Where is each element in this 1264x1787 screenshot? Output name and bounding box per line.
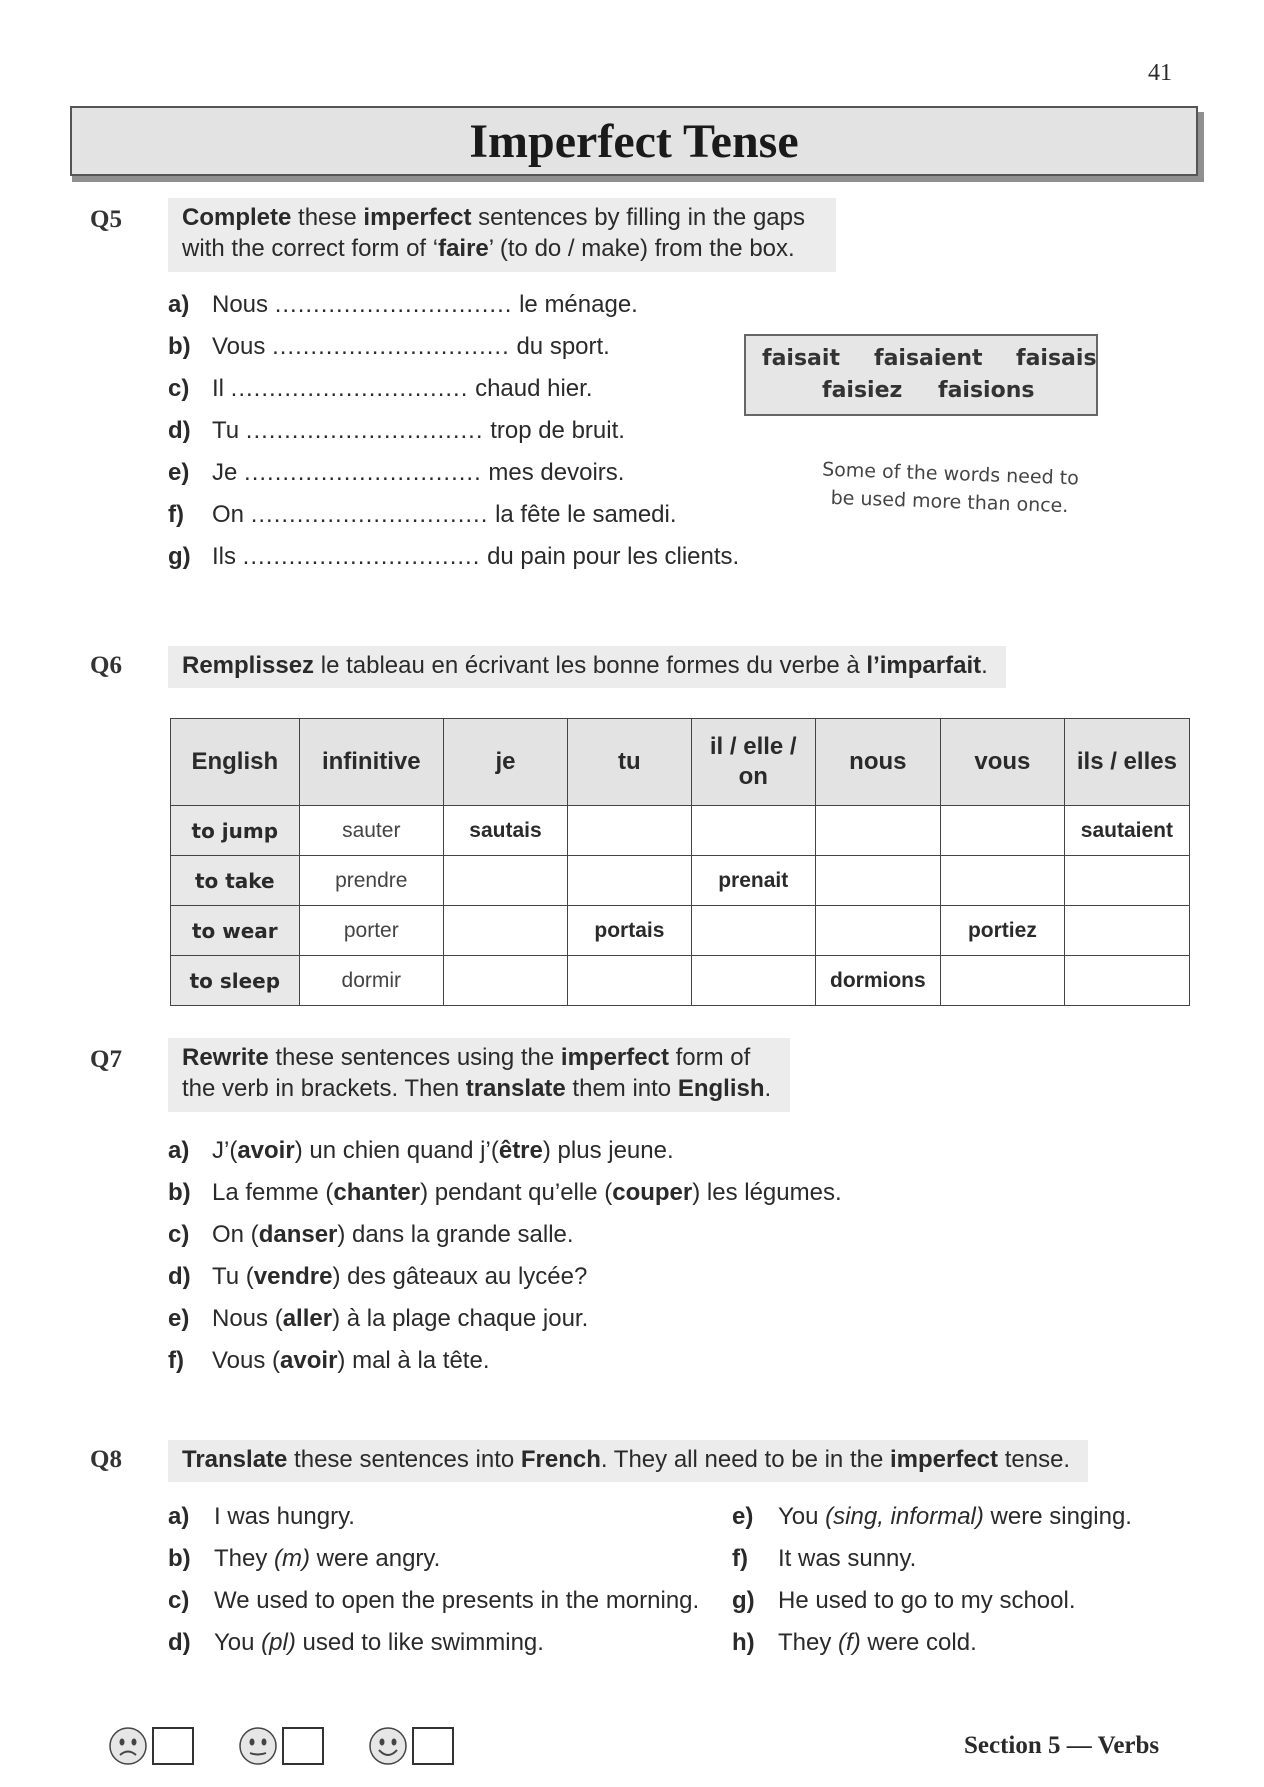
item-letter: c) (168, 1587, 190, 1614)
item-text: ) les légumes. (692, 1179, 842, 1206)
item-text: chanter (333, 1179, 421, 1206)
conjugation-cell[interactable] (941, 956, 1065, 1006)
item-letter: e) (168, 459, 190, 486)
item-text: (pl) (261, 1629, 296, 1656)
gap-fill-item (168, 542, 739, 584)
item-letter: f) (168, 1347, 184, 1374)
item-letter: g) (732, 1587, 755, 1614)
item-text: were singing. (983, 1503, 1132, 1530)
translate-item (168, 1628, 699, 1670)
word-box (744, 334, 1098, 416)
conjugation-cell[interactable] (1064, 906, 1189, 956)
gap-fill-item (168, 500, 739, 542)
item-text: used to like swimming. (295, 1629, 544, 1656)
rewrite-item (168, 1220, 842, 1262)
q5-instruction (168, 198, 836, 272)
q8-instruction (168, 1440, 1088, 1482)
q7-instruction (168, 1038, 790, 1112)
word-option: faisais (1016, 346, 1097, 371)
instruction-text: these (291, 204, 364, 231)
instruction-text: . They all need to be in the (600, 1446, 890, 1473)
word-option: faisions (938, 378, 1035, 403)
item-rest: chaud hier. (475, 375, 593, 402)
table-header-cell: ils / elles (1064, 719, 1189, 806)
item-rest: le ménage. (519, 291, 638, 318)
table-header-cell: tu (567, 719, 691, 806)
gap-fill-item (168, 290, 739, 332)
instruction-text: imperfect (363, 204, 472, 231)
instruction-text: tense. (998, 1446, 1071, 1473)
q8-right-items (732, 1502, 1132, 1670)
item-text: aller (282, 1305, 333, 1332)
gap-fill-item (168, 458, 739, 500)
checkbox-neutral[interactable] (282, 1727, 324, 1765)
table-row (171, 956, 1190, 1006)
item-rest: trop de bruit. (490, 417, 625, 444)
instruction-text: translate (465, 1075, 566, 1102)
item-text: ) dans la grande salle. (337, 1221, 574, 1248)
word-option: faisiez (822, 378, 903, 403)
table-row (171, 806, 1190, 856)
gap-fill-item (168, 332, 739, 374)
english-cell: to jump (171, 806, 300, 856)
instruction-text: Remplissez (182, 652, 315, 679)
item-text: La femme ( (212, 1179, 334, 1206)
instruction-text: . (981, 652, 988, 679)
instruction-text: . (764, 1075, 772, 1102)
item-text: ) des gâteaux au lycée? (332, 1263, 588, 1290)
conjugation-cell[interactable] (443, 906, 567, 956)
conjugation-cell: dormions (815, 956, 940, 1006)
rewrite-item (168, 1136, 842, 1178)
table-row (171, 856, 1190, 906)
item-text: were cold. (860, 1629, 977, 1656)
instruction-text: these sentences using the (268, 1044, 561, 1071)
item-letter: f) (732, 1545, 748, 1572)
item-letter: e) (732, 1503, 754, 1530)
conjugation-cell[interactable] (815, 906, 940, 956)
item-subject: Ils (212, 543, 236, 570)
infinitive-cell: porter (299, 906, 443, 956)
item-letter: e) (168, 1305, 190, 1332)
item-text: (f) (838, 1629, 861, 1656)
hint-note (819, 455, 1081, 520)
item-letter: a) (168, 1137, 190, 1164)
gap-fill-item (168, 416, 739, 458)
checkbox-sad[interactable] (152, 1727, 194, 1765)
instruction-text: le tableau en écrivant les bonne formes du verbe à (314, 652, 867, 679)
translate-item (732, 1502, 1132, 1544)
infinitive-cell: prendre (299, 856, 443, 906)
item-text: It was sunny. (778, 1545, 917, 1572)
word-option: faisaient (874, 346, 983, 371)
item-subject: Vous (212, 333, 266, 360)
item-rest: mes devoirs. (488, 459, 625, 486)
infinitive-cell: dormir (299, 956, 443, 1006)
item-text: I was hungry. (214, 1503, 355, 1530)
conjugation-cell[interactable] (691, 906, 815, 956)
gap-fill-item (168, 374, 739, 416)
conjugation-cell[interactable] (443, 856, 567, 906)
item-text: ) mal à la tête. (337, 1347, 490, 1374)
item-text: They (214, 1545, 275, 1572)
item-text: Vous ( (212, 1347, 281, 1374)
item-text: ) pendant qu’elle ( (420, 1179, 613, 1206)
instruction-text: ’ (to do / make) from the box. (488, 235, 795, 262)
conjugation-cell[interactable] (567, 806, 691, 856)
item-letter: f) (168, 501, 184, 528)
q7-label: Q7 (90, 1046, 122, 1073)
hint-line: Some of the words need to (821, 458, 1080, 490)
conjugation-cell[interactable] (443, 956, 567, 1006)
item-rest: du sport. (516, 333, 610, 360)
q5-items (168, 290, 739, 584)
answer-blank[interactable]: ............................... (230, 375, 469, 402)
instruction-text: Complete (182, 204, 292, 231)
q7-items (168, 1136, 842, 1388)
item-letter: g) (168, 543, 191, 570)
table-header-cell: vous (941, 719, 1065, 806)
table-row (171, 906, 1190, 956)
item-text: They (778, 1629, 839, 1656)
item-text: être (498, 1137, 543, 1164)
translate-item (168, 1544, 699, 1586)
translate-item (732, 1544, 1132, 1586)
english-cell: to sleep (171, 956, 300, 1006)
conjugation-cell: prenait (691, 856, 815, 906)
page-title: Imperfect Tense (469, 114, 799, 168)
conjugation-cell: sautaient (1064, 806, 1189, 856)
instruction-text: the verb in brackets. Then (182, 1075, 466, 1102)
item-text: avoir (237, 1137, 295, 1164)
rewrite-item (168, 1304, 842, 1346)
item-subject: On (212, 501, 245, 528)
item-text: We used to open the presents in the morning. (214, 1587, 700, 1614)
translate-item (168, 1502, 699, 1544)
answer-blank[interactable]: ............................... (242, 543, 481, 570)
item-text: avoir (280, 1347, 338, 1374)
title-banner (70, 106, 1198, 176)
item-letter: c) (168, 375, 190, 402)
conjugation-cell[interactable] (1064, 856, 1189, 906)
item-subject: Je (212, 459, 238, 486)
item-text: vendre (253, 1263, 333, 1290)
conjugation-table (170, 718, 1190, 1006)
item-rest: la fête le samedi. (495, 501, 677, 528)
instruction-text: Rewrite (182, 1044, 269, 1071)
rewrite-item (168, 1178, 842, 1220)
item-letter: b) (168, 1179, 191, 1206)
answer-blank[interactable]: ............................... (274, 291, 513, 318)
item-letter: a) (168, 291, 190, 318)
item-text: ) à la plage chaque jour. (332, 1305, 589, 1332)
rewrite-item (168, 1346, 842, 1388)
instruction-text: these sentences into (287, 1446, 521, 1473)
item-letter: d) (168, 1629, 191, 1656)
q6-instruction (168, 646, 1006, 688)
conjugation-cell: sautais (443, 806, 567, 856)
checkbox-happy[interactable] (412, 1727, 454, 1765)
conjugation-cell[interactable] (941, 856, 1065, 906)
item-letter: b) (168, 333, 191, 360)
item-text: (m) (274, 1545, 311, 1572)
item-subject: Nous (212, 291, 269, 318)
rewrite-item (168, 1262, 842, 1304)
table-header-cell: nous (815, 719, 940, 806)
q8-left-items (168, 1502, 699, 1670)
item-text: He used to go to my school. (778, 1587, 1076, 1614)
table-header-cell: il / elle / on (691, 719, 815, 806)
instruction-text: l’imparfait (866, 652, 982, 679)
sad-face-icon (108, 1726, 148, 1766)
table-header-cell: English (171, 719, 300, 806)
instruction-text: with the correct form of ‘ (182, 235, 439, 262)
conjugation-cell: portais (567, 906, 691, 956)
conjugation-cell[interactable] (815, 856, 940, 906)
self-assessment (108, 1726, 454, 1766)
instruction-text: Translate (182, 1446, 288, 1473)
infinitive-cell: sauter (299, 806, 443, 856)
instruction-text: imperfect (889, 1446, 999, 1473)
answer-blank[interactable]: ............................... (244, 459, 482, 486)
instruction-text: faire (438, 235, 489, 262)
page-number: 41 (1148, 60, 1172, 86)
item-text: (sing, informal) (825, 1503, 984, 1530)
conjugation-cell[interactable] (691, 956, 815, 1006)
item-text: were angry. (310, 1545, 441, 1572)
translate-item (732, 1586, 1132, 1628)
q8-label: Q8 (90, 1446, 122, 1473)
conjugation-cell[interactable] (691, 806, 815, 856)
item-text: J’( (212, 1137, 238, 1164)
instruction-text: French (520, 1446, 601, 1473)
word-option: faisait (762, 346, 840, 371)
hint-line: be used more than once. (830, 486, 1069, 518)
instruction-text: sentences by filling in the gaps (471, 204, 805, 231)
instruction-text: them into (565, 1075, 678, 1102)
conjugation-cell: portiez (941, 906, 1065, 956)
item-text: couper (612, 1179, 693, 1206)
answer-blank[interactable]: ............................... (250, 501, 489, 528)
conjugation-cell[interactable] (815, 806, 940, 856)
item-rest: du pain pour les clients. (487, 543, 740, 570)
item-text: You (214, 1629, 262, 1656)
q5-label: Q5 (90, 206, 122, 233)
table-header-row (171, 719, 1190, 806)
instruction-text: imperfect (560, 1044, 669, 1071)
item-letter: h) (732, 1629, 755, 1656)
item-text: On ( (212, 1221, 259, 1248)
instruction-text: form of (668, 1044, 751, 1071)
item-text: ) plus jeune. (542, 1137, 674, 1164)
instruction-text: English (677, 1075, 765, 1102)
conjugation-cell[interactable] (941, 806, 1065, 856)
item-subject: Tu (212, 417, 240, 444)
answer-blank[interactable]: ............................... (245, 417, 484, 444)
item-letter: b) (168, 1545, 191, 1572)
neutral-face-icon (238, 1726, 278, 1766)
english-cell: to wear (171, 906, 300, 956)
item-letter: a) (168, 1503, 190, 1530)
item-text: danser (258, 1221, 338, 1248)
answer-blank[interactable]: ............................... (272, 333, 510, 360)
table-header-cell: infinitive (299, 719, 443, 806)
item-letter: d) (168, 417, 191, 444)
item-letter: c) (168, 1221, 190, 1248)
table-header-cell: je (443, 719, 567, 806)
conjugation-cell[interactable] (567, 956, 691, 1006)
conjugation-cell[interactable] (567, 856, 691, 906)
item-letter: d) (168, 1263, 191, 1290)
item-subject: Il (212, 375, 224, 402)
item-text: Tu ( (212, 1263, 254, 1290)
item-text: ) un chien quand j’( (294, 1137, 499, 1164)
english-cell: to take (171, 856, 300, 906)
section-label: Section 5 — Verbs (964, 1732, 1160, 1759)
item-text: Nous ( (212, 1305, 283, 1332)
translate-item (168, 1586, 699, 1628)
translate-item (732, 1628, 1132, 1670)
conjugation-cell[interactable] (1064, 956, 1189, 1006)
item-text: You (778, 1503, 826, 1530)
happy-face-icon (368, 1726, 408, 1766)
q6-label: Q6 (90, 652, 122, 679)
